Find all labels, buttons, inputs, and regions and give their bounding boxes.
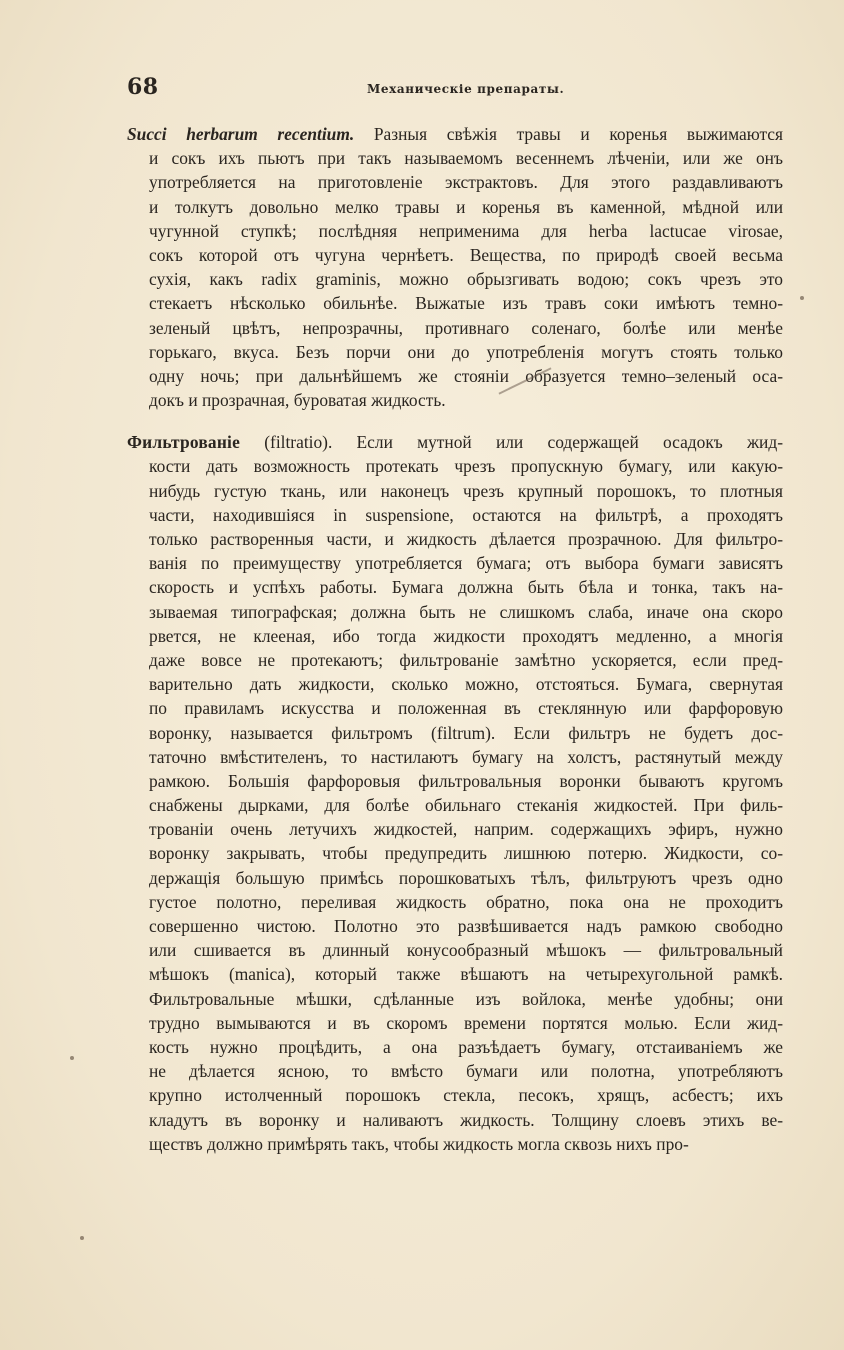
ink-speck bbox=[80, 1236, 84, 1240]
text-line bbox=[127, 745, 783, 769]
page-body bbox=[127, 122, 783, 1164]
text-line bbox=[127, 793, 783, 817]
line-text: докъ и прозрачная, буроватая жидкость. bbox=[149, 390, 446, 411]
text-line bbox=[127, 600, 783, 624]
line-text: кладутъ въ воронку и наливаютъ жидкость. Толщину слоевъ этихъ ве- bbox=[149, 1109, 783, 1130]
line-text: или сшивается въ длинный конусообразный мѣшокъ — фильтровальный bbox=[149, 940, 783, 961]
line-text: воронку, называется фильтромъ (filtrum). Если фильтръ не будетъ дос- bbox=[149, 722, 783, 743]
text-line bbox=[127, 1011, 783, 1035]
line-text: зеленый цвѣтъ, непрозрачны, противнаго соленаго, болѣе или менѣе bbox=[149, 317, 783, 338]
text-line bbox=[127, 340, 783, 364]
text-line bbox=[127, 122, 783, 146]
page-number: 68 bbox=[127, 74, 159, 100]
text-line bbox=[127, 503, 783, 527]
line-text: и толкутъ довольно мелко травы и коренья въ каменной, мѣдной или bbox=[149, 196, 783, 217]
text-line bbox=[127, 624, 783, 648]
text-line bbox=[127, 219, 783, 243]
text-line bbox=[127, 817, 783, 841]
ink-speck bbox=[800, 296, 804, 300]
line-text: сокъ которой отъ чугуна чернѣетъ. Вещества, по природѣ своей весьма bbox=[149, 244, 783, 265]
line-text: кости дать возможность протекать чрезъ пропускную бумагу, или какую- bbox=[149, 456, 783, 477]
ink-speck bbox=[70, 1056, 74, 1060]
text-line bbox=[127, 769, 783, 793]
text-line bbox=[127, 195, 783, 219]
paragraph-filtration bbox=[127, 430, 783, 1156]
line-text: рамкою. Большія фарфоровыя фильтровальныя воронки бываютъ кругомъ bbox=[149, 770, 783, 791]
text-line bbox=[127, 291, 783, 315]
text-line bbox=[127, 388, 783, 412]
line-text: варительно дать жидкости, сколько можно, отстояться. Бумага, свернутая bbox=[149, 674, 783, 695]
line-text: держащія большую примѣсь порошковатыхъ тѣлъ, фильтруютъ чрезъ одно bbox=[149, 867, 783, 888]
text-line bbox=[127, 672, 783, 696]
line-text: по правиламъ искусства и положенная въ стеклянную или фарфоровую bbox=[149, 698, 783, 719]
line-text: воронку закрывать, чтобы предупредить лишнюю потерю. Жидкости, со- bbox=[149, 843, 783, 864]
line-text: скорость и успѣхъ работы. Бумага должна быть бѣла и тонка, такъ на- bbox=[149, 577, 783, 598]
line-text: только растворенныя части, и жидкость дѣлается прозрачною. Для фильтро- bbox=[149, 529, 783, 549]
line-text: рвется, не клееная, ибо тогда жидкости проходятъ медленно, а многія bbox=[149, 625, 783, 646]
line-text: не дѣлается ясною, то вмѣсто бумаги или полотна, употребляютъ bbox=[149, 1061, 783, 1082]
line-text: одну ночь; при дальнѣйшемъ же стояніи образуется темно–зеленый оса- bbox=[149, 365, 783, 386]
text-line bbox=[127, 938, 783, 962]
text-line bbox=[127, 721, 783, 745]
text-line bbox=[127, 1059, 783, 1083]
text-line bbox=[127, 1035, 783, 1059]
line-text: части, находившіяся in suspensione, остаются на фильтрѣ, а проходятъ bbox=[149, 504, 783, 525]
line-text: ществъ должно примѣрять такъ, чтобы жидкость могла сквозь нихъ про- bbox=[149, 1133, 689, 1154]
text-line bbox=[127, 430, 783, 454]
running-head: Механическіе препараты. bbox=[367, 82, 565, 96]
text-line bbox=[127, 551, 783, 575]
line-text: стекаетъ нѣсколько обильнѣе. Выжатые изъ травъ соки имѣютъ темно- bbox=[149, 293, 783, 314]
line-text: и сокъ ихъ пьютъ при такъ называемомъ весеннемъ лѣченіи, или же онъ bbox=[149, 148, 783, 169]
line-text: таточно вмѣстителенъ, то настилаютъ бумагу на холстъ, растянутый между bbox=[149, 746, 783, 767]
text-line bbox=[127, 170, 783, 194]
text-line bbox=[127, 1108, 783, 1132]
text-line bbox=[127, 146, 783, 170]
text-line bbox=[127, 1132, 783, 1156]
line-text: даже вовсе не протекаютъ; фильтрованіе замѣтно ускоряется, если пред- bbox=[149, 649, 783, 670]
line-text: ванія по преимуществу употребляется бумага; отъ выбора бумаги зависятъ bbox=[149, 553, 783, 574]
line-text: сухія, какъ radix graminis, можно обрызгивать водою; сокъ чрезъ это bbox=[149, 269, 783, 290]
line-text: горькаго, вкуса. Безъ порчи они до употребленія могутъ стоять только bbox=[149, 341, 783, 362]
text-line bbox=[127, 575, 783, 599]
text-line bbox=[127, 479, 783, 503]
text-line bbox=[127, 866, 783, 890]
text-line bbox=[127, 364, 783, 388]
text-line bbox=[127, 1083, 783, 1107]
line-text: снабжены дырками, для болѣе обильнаго стеканія жидкостей. При филь- bbox=[149, 795, 783, 816]
line-text: мѣшокъ (manica), который также вѣшаютъ на четырехугольной рамкѣ. bbox=[149, 964, 783, 985]
text-line bbox=[127, 890, 783, 914]
line-text: совершенно чистою. Полотно это развѣшивается надъ рамкою свободно bbox=[149, 916, 783, 936]
line-text: зываемая типографская; должна быть не слишкомъ слаба, иначе она скоро bbox=[149, 601, 783, 622]
text-line bbox=[127, 316, 783, 340]
text-line bbox=[127, 962, 783, 986]
text-line bbox=[127, 243, 783, 267]
line-text: кость нужно процѣдить, а она разъѣдаетъ бумагу, отстаиваніемъ же bbox=[149, 1036, 783, 1057]
page-header bbox=[127, 74, 787, 104]
line-text: нибудь густую ткань, или наконецъ чрезъ крупный порошокъ, то плотныя bbox=[149, 480, 783, 501]
text-line bbox=[127, 454, 783, 478]
text-line bbox=[127, 648, 783, 672]
line-text: крупно истолченный порошокъ стекла, песокъ, хрящъ, асбестъ; ихъ bbox=[149, 1085, 783, 1106]
line-text: Разныя свѣжія травы и коренья выжимаются bbox=[354, 124, 783, 144]
line-text: трудно вымываются и въ скоромъ времени портятся молью. Если жид- bbox=[149, 1012, 783, 1033]
paragraph-lead: Succi herbarum recentium. bbox=[127, 124, 355, 144]
text-line bbox=[127, 987, 783, 1011]
line-text: чугунной ступкѣ; послѣдняя неприменима для herba lactucae virosae, bbox=[149, 220, 783, 241]
line-text: употребляется на приготовленіе экстрактовъ. Для этого раздавливаютъ bbox=[149, 172, 783, 193]
text-line bbox=[127, 527, 783, 551]
text-line bbox=[127, 841, 783, 865]
line-text: трованіи очень летучихъ жидкостей, наприм. содержащихъ эфиръ, нужно bbox=[149, 819, 783, 840]
line-text: густое полотно, переливая жидкость обратно, пока она не проходитъ bbox=[149, 891, 783, 912]
line-text: (filtratio). Если мутной или содержащей осадокъ жид- bbox=[240, 432, 783, 453]
text-line bbox=[127, 914, 783, 938]
paragraph-lead: Фильтрованіе bbox=[127, 432, 240, 453]
text-line bbox=[127, 696, 783, 720]
text-line bbox=[127, 267, 783, 291]
paragraph-succi-herbarum bbox=[127, 122, 783, 412]
line-text: Фильтровальные мѣшки, сдѣланные изъ войлока, менѣе удобны; они bbox=[149, 988, 783, 1009]
